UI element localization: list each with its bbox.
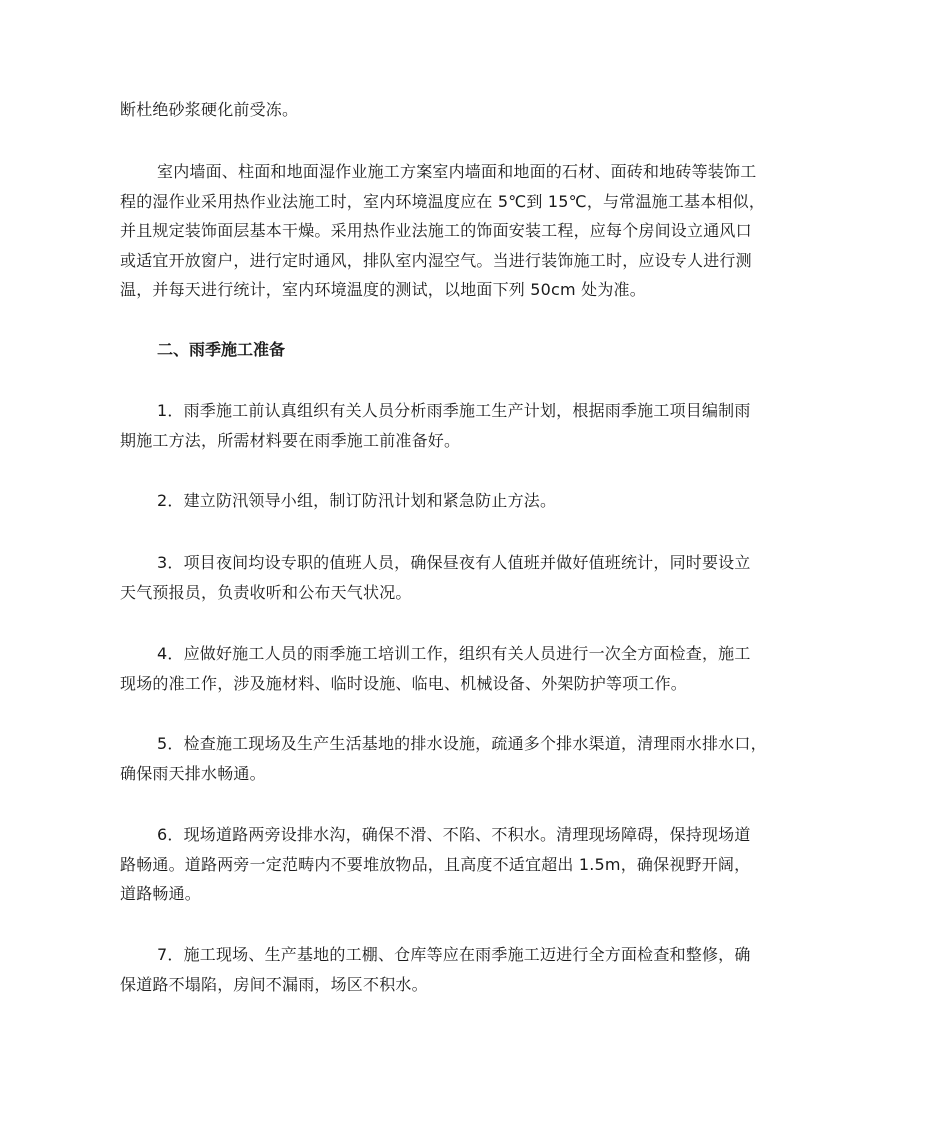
text-line: 或适宜开放窗户，进行定时通风，排队室内湿空气。当进行装饰施工时，应设专人进行测: [120, 250, 752, 270]
text-line: 天气预报员，负责收听和公布天气状况。: [120, 582, 412, 602]
list-item-7: [120, 940, 836, 999]
text-line: 保道路不塌陷，房间不漏雨，场区不积水。: [120, 974, 428, 994]
text-line: 程的湿作业采用热作业法施工时，室内环境温度应在 5℃到 15℃，与常温施工基本相似，: [120, 191, 766, 211]
text-line: 1．雨季施工前认真组织有关人员分析雨季施工生产计划，根据雨季施工项目编制雨: [157, 401, 751, 420]
text-line: 现场的准工作，涉及施材料、临时设施、临电、机械设备、外架防护等项工作。: [120, 673, 688, 693]
text-line: 断杜绝砂浆硬化前受冻。: [120, 100, 299, 119]
list-item-3: [120, 548, 836, 607]
list-item-2: [120, 486, 836, 516]
text-line: 温，并每天进行统计，室内环境温度的测试，以地面下列 50cm 处为准。: [120, 280, 646, 299]
text-line: 5．检查施工现场及生产生活基地的排水设施，疏通多个排水渠道，清理雨水排水口，: [157, 734, 767, 753]
list-item-1: [120, 396, 836, 455]
text-line: 道路畅通。: [120, 884, 202, 903]
text-line: 并且规定装饰面层基本干燥。采用热作业法施工的饰面安装工程，应每个房间设立通风口: [120, 221, 752, 240]
text-line: 4．应做好施工人员的雨季施工培训工作，组织有关人员进行一次全方面检查，施工: [157, 644, 751, 663]
text-line: 室内墙面、柱面和地面湿作业施工方案室内墙面和地面的石材、面砖和地砖等装饰工: [157, 162, 757, 181]
text-line: 3．项目夜间均设专职的值班人员，确保昼夜有人值班并做好值班统计，同时要设立: [157, 553, 751, 572]
list-item-5: [120, 729, 836, 788]
text-line: 2．建立防汛领导小组，制订防汛计划和紧急防止方法。: [157, 491, 557, 510]
section-heading: 二、雨季施工准备: [157, 340, 286, 359]
text-line: 确保雨天排水畅通。: [120, 763, 266, 783]
text-line: 7．施工现场、生产基地的工棚、仓库等应在雨季施工迈进行全方面检查和整修，确: [157, 945, 751, 964]
paragraph-indoor-wet-work: [120, 157, 836, 305]
paragraph-continuation: [120, 95, 836, 125]
text-line: 路畅通。道路两旁一定范畴内不要堆放物品，且高度不适宜超出 1.5m，确保视野开阔，: [120, 854, 751, 874]
text-line: 期施工方法，所需材料要在雨季施工前准备好。: [120, 430, 461, 450]
text-line: 6．现场道路两旁设排水沟，确保不滑、不陷、不积水。清理现场障碍，保持现场道: [157, 825, 751, 844]
list-item-4: [120, 639, 836, 698]
list-item-6: [120, 820, 836, 909]
